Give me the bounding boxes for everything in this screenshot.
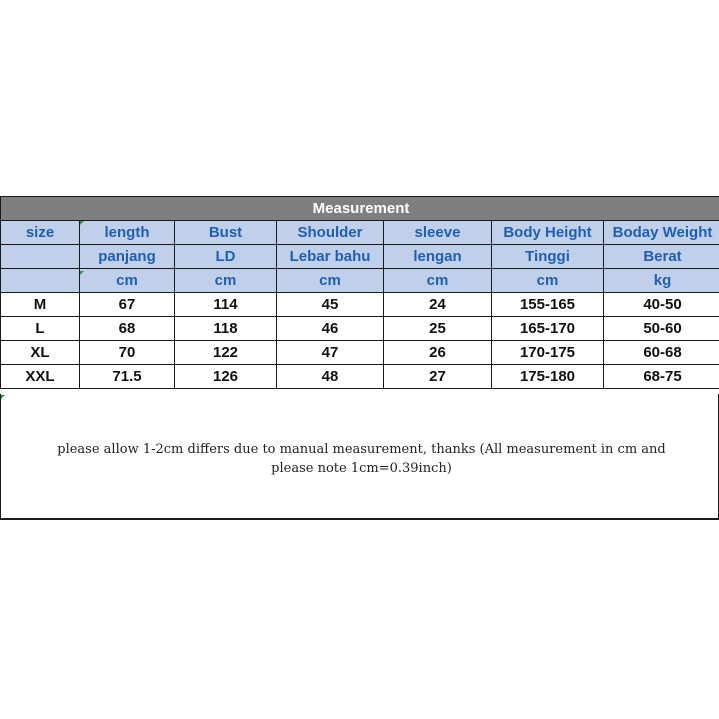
table-cell: 67: [80, 293, 175, 317]
table-cell: 126: [175, 365, 277, 389]
size-cell: M: [1, 293, 80, 317]
header-cell: cm: [80, 269, 175, 293]
cell-comment-marker: [80, 221, 84, 225]
table-cell: 68: [80, 317, 175, 341]
size-cell: L: [1, 317, 80, 341]
header-cell: Tinggi: [492, 245, 604, 269]
header-row-units: [1, 269, 719, 293]
measurement-table: [0, 196, 719, 389]
table-cell: 47: [277, 341, 384, 365]
table-cell: 70: [80, 341, 175, 365]
table-row: [1, 293, 719, 317]
table-cell: 114: [175, 293, 277, 317]
header-cell: Lebar bahu: [277, 245, 384, 269]
title-row: [1, 197, 719, 221]
header-cell: size: [1, 221, 80, 245]
table-cell: 45: [277, 293, 384, 317]
header-row-names: [1, 221, 719, 245]
header-cell: sleeve: [384, 221, 492, 245]
table-cell: 60-68: [604, 341, 719, 365]
note-box: [0, 394, 719, 520]
header-cell: kg: [604, 269, 719, 293]
header-cell: lengan: [384, 245, 492, 269]
table-cell: 48: [277, 365, 384, 389]
table-cell: 71.5: [80, 365, 175, 389]
header-cell: cm: [277, 269, 384, 293]
table-cell: 27: [384, 365, 492, 389]
header-cell: length: [80, 221, 175, 245]
table-cell: 68-75: [604, 365, 719, 389]
table-cell: 122: [175, 341, 277, 365]
note-line: please allow 1-2cm differs due to manual measurement, thanks (All measurement in cm and: [57, 442, 666, 457]
table-cell: 170-175: [492, 341, 604, 365]
header-cell: Shoulder: [277, 221, 384, 245]
table-cell: 40-50: [604, 293, 719, 317]
table-row: [1, 317, 719, 341]
table-cell: 26: [384, 341, 492, 365]
header-cell: Bust: [175, 221, 277, 245]
table-cell: 165-170: [492, 317, 604, 341]
header-cell: Boday Weight: [604, 221, 719, 245]
header-cell: [1, 245, 80, 269]
header-row-local-names: [1, 245, 719, 269]
table-cell: 46: [277, 317, 384, 341]
header-cell: cm: [492, 269, 604, 293]
measurement-sheet: [0, 196, 719, 389]
cell-comment-marker: [80, 271, 84, 275]
table-cell: 118: [175, 317, 277, 341]
size-cell: XXL: [1, 365, 80, 389]
table-cell: 25: [384, 317, 492, 341]
header-cell: cm: [175, 269, 277, 293]
header-cell: Berat: [604, 245, 719, 269]
note-text: [7, 440, 716, 478]
header-cell: cm: [384, 269, 492, 293]
header-cell: [1, 269, 80, 293]
table-row: [1, 365, 719, 389]
table-title: Measurement: [1, 197, 719, 221]
table-cell: 50-60: [604, 317, 719, 341]
table-row: [1, 341, 719, 365]
table-cell: 175-180: [492, 365, 604, 389]
note-line: please note 1cm=0.39inch): [271, 461, 452, 476]
header-cell: panjang: [80, 245, 175, 269]
header-cell: Body Height: [492, 221, 604, 245]
table-cell: 24: [384, 293, 492, 317]
header-cell: LD: [175, 245, 277, 269]
size-cell: XL: [1, 341, 80, 365]
table-cell: 155-165: [492, 293, 604, 317]
